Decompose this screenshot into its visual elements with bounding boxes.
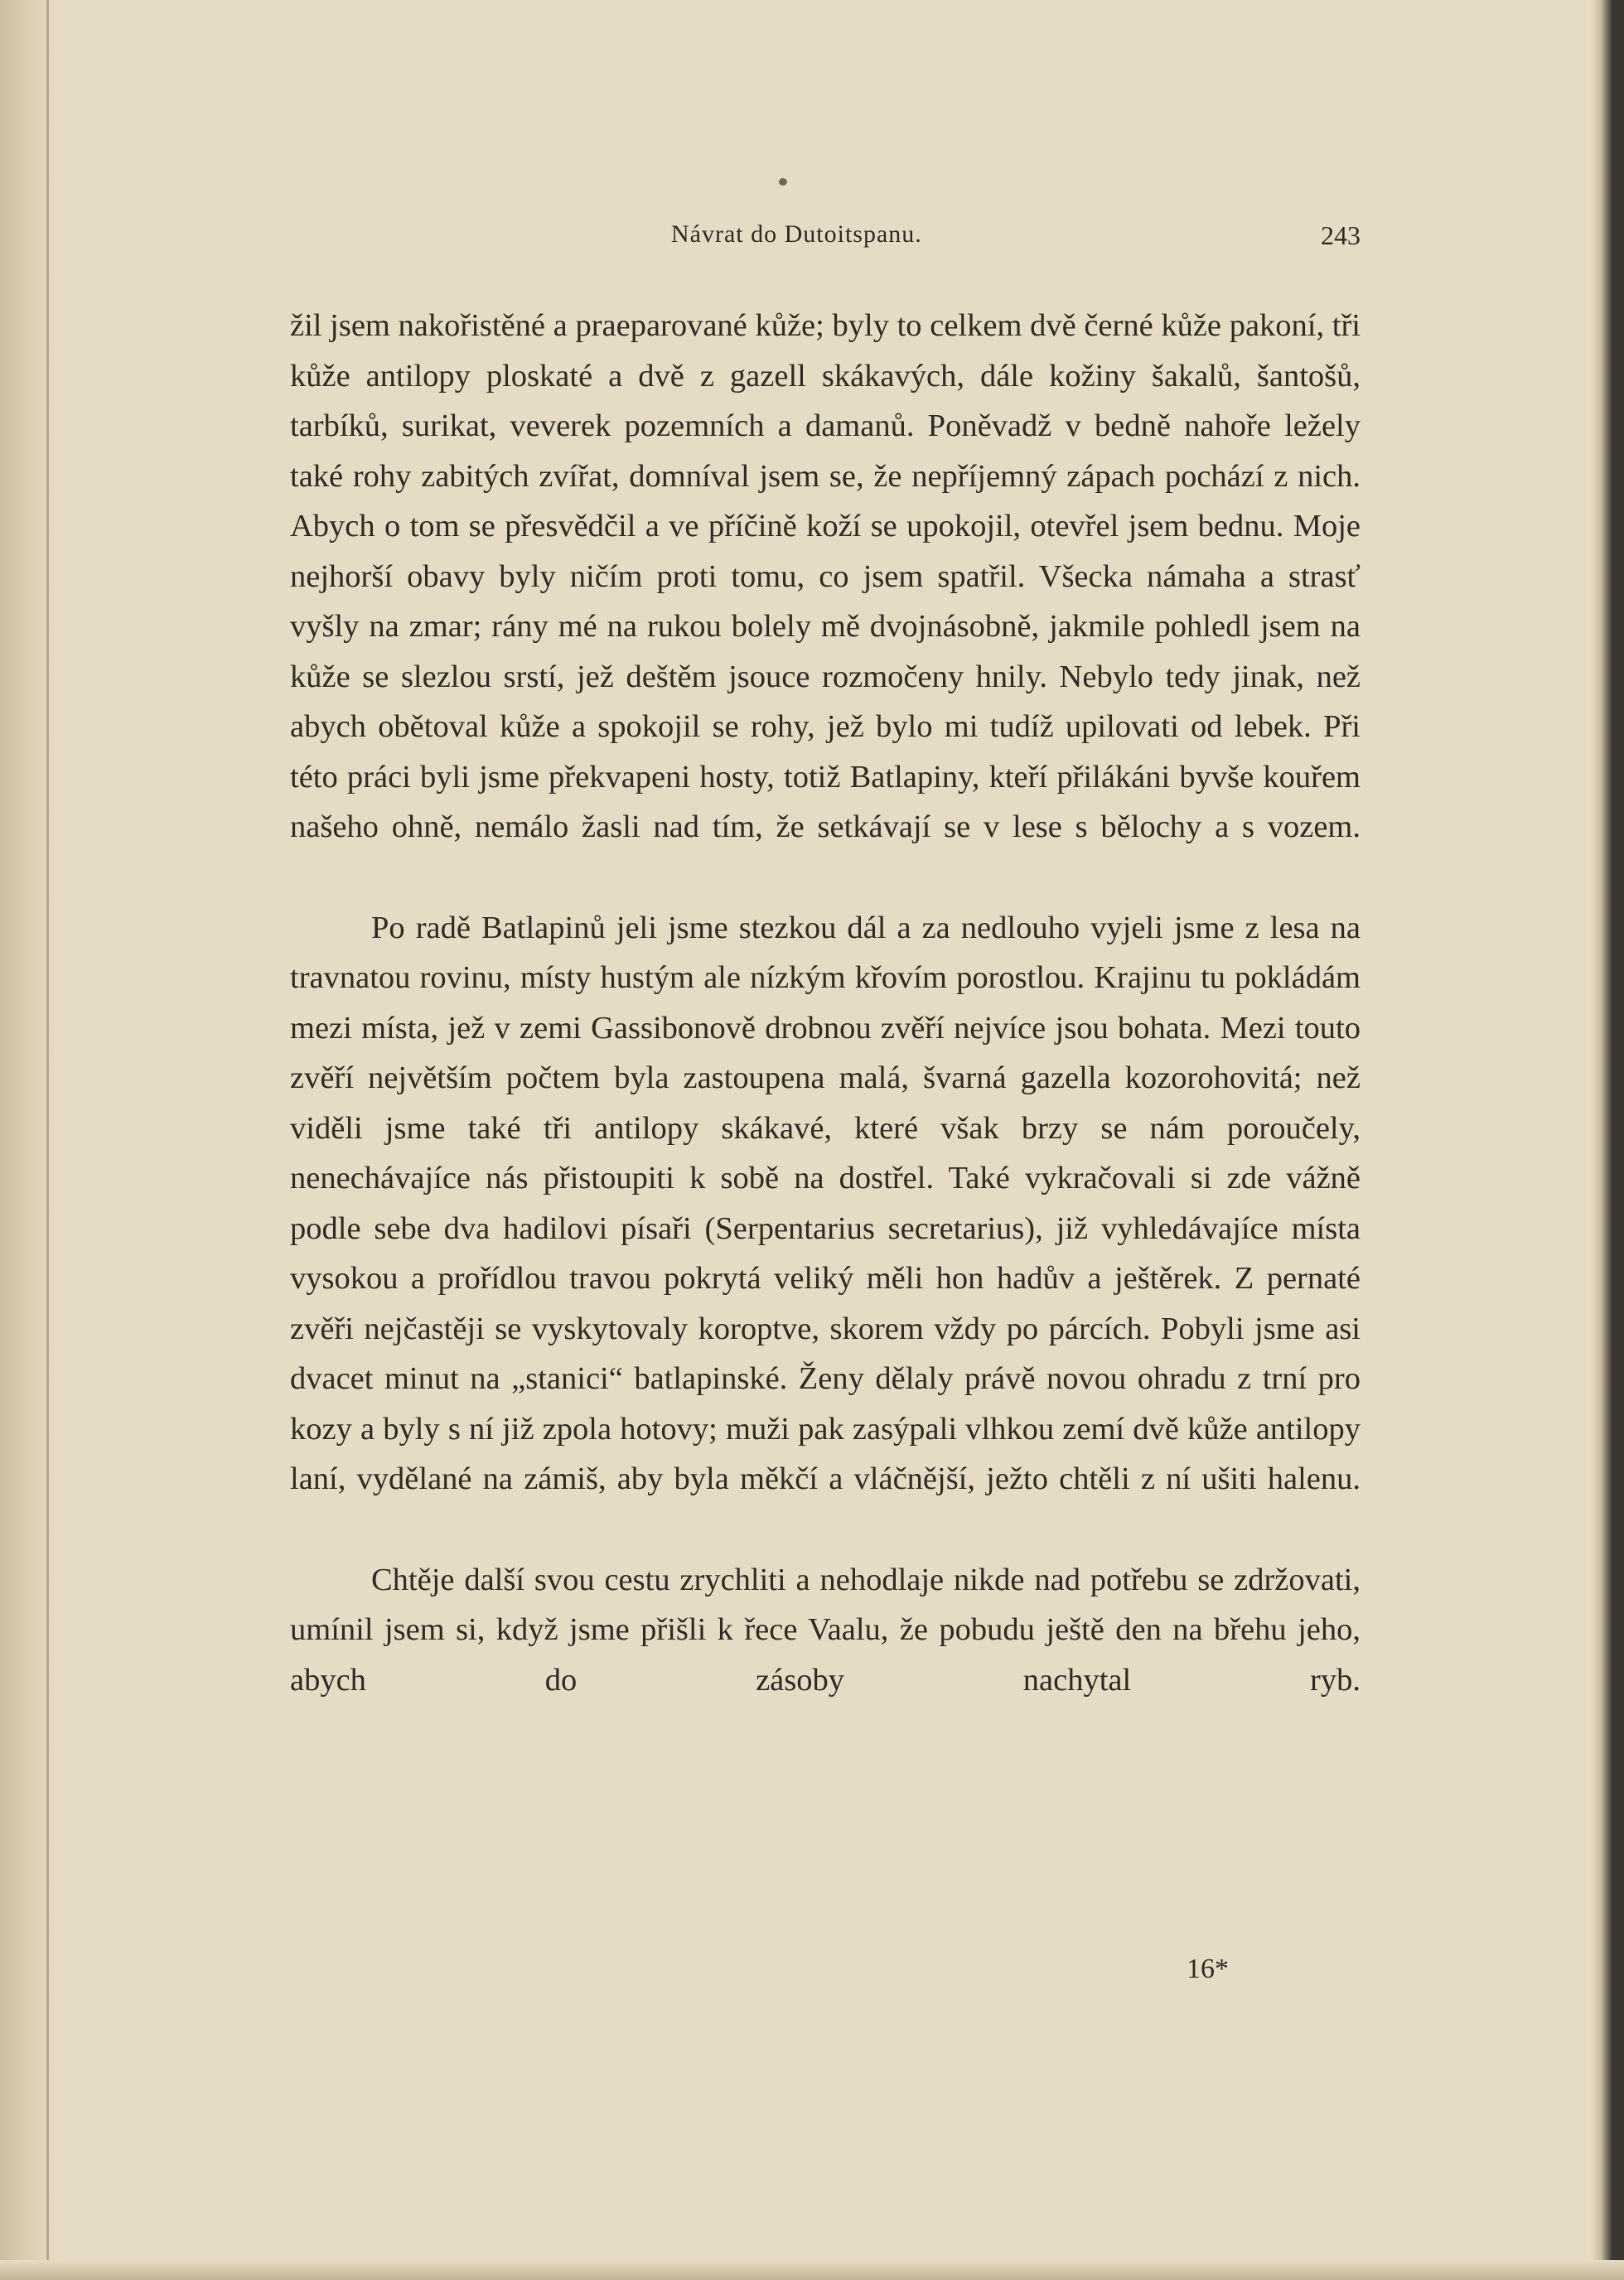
running-title: Návrat do Dutoitspanu. <box>671 220 922 248</box>
signature-mark: 16* <box>1187 1954 1229 1984</box>
paragraph: Chtěje další svou cestu zrychliti a nehodlaje nikde nad potřebu se zdržovati, umínil jsem si, když jsme přišli k řece Vaalu, že pobudu ještě den na břehu jeho, abych do zásoby nachytal ryb. <box>290 1562 1361 1698</box>
page-number: 243 <box>1321 220 1361 250</box>
page-scan-edge-bottom <box>0 2260 1624 2280</box>
page-header <box>290 217 1361 258</box>
paragraph-continued: žil jsem nakořistěné a praeparované kůže; byly to celkem dvě černé kůže pakoní, tři kůže antilopy ploskaté a dvě z gazell skákavých, dále kožiny šakalů, šantošů, tarbíků, surikat, veverek pozemních a damanů. Poněvadž v bedně nahoře ležely také rohy zabitých zvířat, domníval jsem se, že nepříjemný zápach pochází z nich. Abych o tom se přesvědčil a ve příčině koží se upokojil, otevřel jsem bednu. Moje nejhorší obavy byly ničím proti tomu, co jsem spatřil. Všecka námaha a strasť vyšly na zmar; rány mé na rukou bolely mě dvojnásobně, jakmile pohledl jsem na kůže se slezlou srstí, jež deštěm jsouce rozmočeny hnily. Nebylo tedy jinak, než abych obětoval kůže a spokojil se rohy, jež bylo mi tudíž upilovati od lebek. Při této práci byli jsme překvapeni hosty, totiž Batlapiny, kteří přilákáni byvše kouřem našeho ohně, nemálo žasli nad tím, že setkávají se v lese s bělochy a s vozem. <box>290 308 1361 844</box>
page-scan-edge-right <box>1591 0 1624 2280</box>
binding-gutter <box>46 0 49 2280</box>
body-text <box>290 301 1361 1705</box>
page-scan-edge-left <box>0 0 58 2280</box>
ink-speck <box>779 178 787 186</box>
paragraph: Po radě Batlapinů jeli jsme stezkou dál a za nedlouho vyjeli jsme z lesa na travnatou rovinu, místy hustým ale nízkým křovím porostlou. Krajinu tu pokládám mezi místa, jež v zemi Gassibonově drobnou zvěří nejvíce jsou bohata. Mezi touto zvěří největším počtem byla zastoupena malá, švarná gazella kozorohovitá; než viděli jsme také tři antilopy skákavé, které však brzy se nám poroučely, nenechávajíce nás přistoupiti k sobě na dostřel. Také vykračovali si zde vážně podle sebe dva hadilovi písaři (Serpentarius secretarius), již vyhledávajíce místa vysokou a prořídlou travou pokrytá veliký měli hon hadův a ještěrek. Z pernaté zvěři nejčastěji se vyskytovaly koroptve, skorem vždy po párcích. Pobyli jsme asi dvacet minut na „stanici“ batlapinské. Ženy dělaly právě novou ohradu z trní pro kozy a byly s ní již zpola hotovy; muži pak zasýpali vlhkou zemí dvě kůže antilopy laní, vydělané na zámiš, aby byla měkčí a vláčnější, ježto chtěli z ní ušiti halenu. <box>290 910 1361 1496</box>
